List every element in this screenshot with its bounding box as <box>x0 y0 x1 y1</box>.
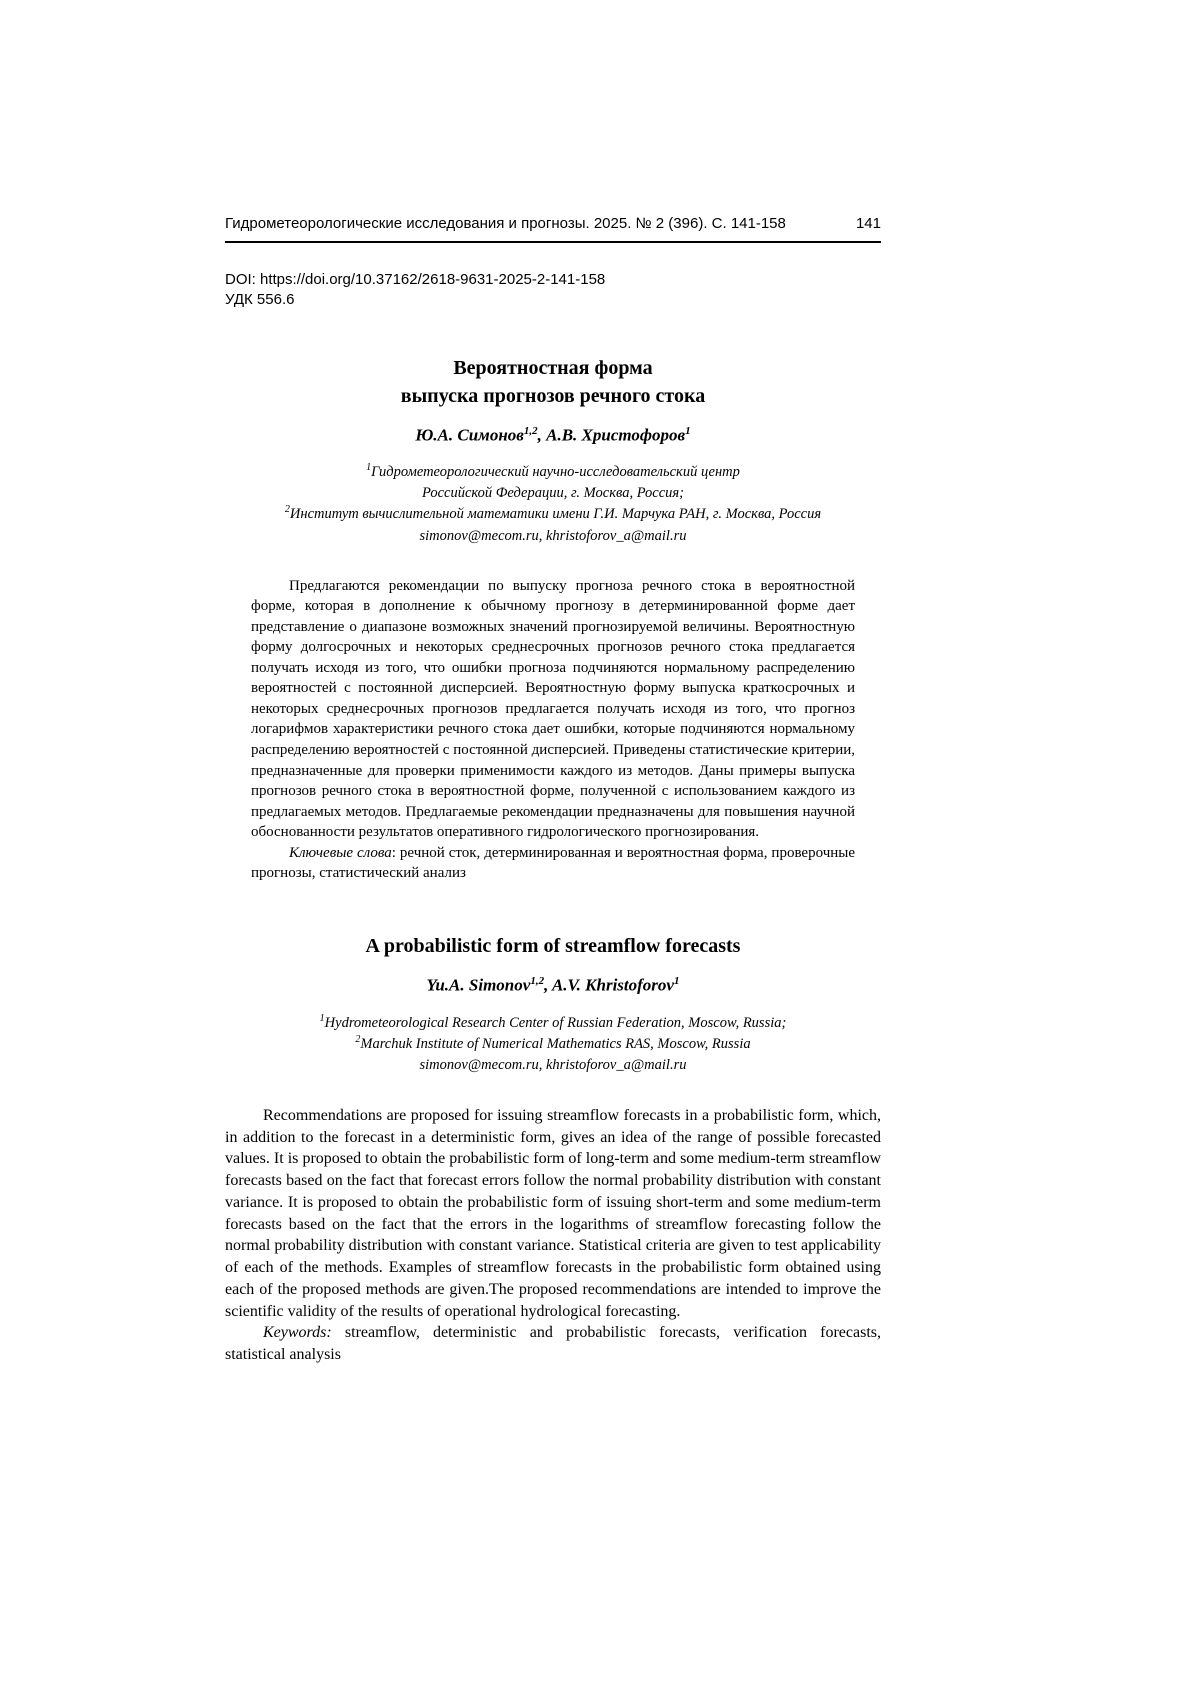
author-separator: , <box>537 425 547 445</box>
author-affil-marker: 1,2 <box>523 424 538 437</box>
author-name: Ю.А. Симонов <box>415 425 524 445</box>
keywords-text-en: streamflow, deterministic and probabilistic forecasts, verification forecasts, statistical analysis <box>225 1324 881 1364</box>
affil-marker: 2 <box>355 1033 361 1045</box>
affiliation-line <box>225 503 881 524</box>
affiliation-text: Marchuk Institute of Numerical Mathematics RAS, Moscow, Russia <box>360 1035 751 1052</box>
affiliation-line <box>225 461 881 482</box>
authors-email-line <box>225 525 881 546</box>
affiliation-text: Гидрометеорологический научно-исследовательский центр <box>371 463 740 480</box>
abstract-paragraph-en: Recommendations are proposed for issuing streamflow forecasts in a probabilistic form, which, in addition to the forecast in a deterministic form, gives an idea of the range of possible forecasted values. It is proposed to obtain the probabilistic form of long-term and some medium-term streamflow forecasts based on the fact that forecast errors follow the normal probability distribution with constant variance. It is proposed to obtain the probabilistic form of issuing short-term and some medium-term forecasts based on the fact that the errors in the logarithms of streamflow forecasting follow the normal probability distribution with constant variance. Statistical criteria are given to test applicability of each of the methods. Examples of streamflow forecasts in the probabilistic form obtained using each of the proposed methods are given.The proposed recommendations are intended to improve the scientific validity of the results of operational hydrological forecasting. <box>225 1106 881 1320</box>
author-affil-marker: 1 <box>685 424 691 437</box>
email-text: simonov@mecom.ru, khristoforov_a@mail.ru <box>419 527 687 544</box>
title-line-1: Вероятностная форма <box>453 356 653 379</box>
udk-line: УДК 556.6 <box>225 291 295 309</box>
author-name: Yu.A. Simonov <box>426 975 531 995</box>
author-name: А.В. Христофоров <box>546 425 686 445</box>
affiliation-text: Hydrometeorological Research Center of Russian Federation, Moscow, Russia; <box>324 1014 787 1031</box>
authors-email-line <box>225 1054 881 1075</box>
author-name: A.V. Khristoforov <box>551 975 674 995</box>
author-separator: , <box>544 975 552 995</box>
affiliation-line <box>225 1012 881 1033</box>
author-affil-marker: 1,2 <box>530 974 545 987</box>
affiliations-ru <box>225 461 881 546</box>
journal-citation: Гидрометеорологические исследования и прогнозы. 2025. № 2 (396). С. 141-158 <box>225 215 786 232</box>
affil-marker: 1 <box>366 462 372 474</box>
affil-marker: 1 <box>319 1012 325 1024</box>
article-meta <box>225 270 881 311</box>
header-rule <box>225 241 881 243</box>
keywords-label-ru: Ключевые слова <box>289 844 392 861</box>
article-title-ru <box>225 354 881 410</box>
page-content <box>225 215 881 1366</box>
keywords-label-en: Keywords: <box>263 1324 332 1342</box>
affiliation-text: Российской Федерации, г. Москва, Россия; <box>422 485 684 502</box>
email-text: simonov@mecom.ru, khristoforov_a@mail.ru <box>419 1056 687 1073</box>
affiliation-line <box>225 1033 881 1054</box>
running-head <box>225 215 881 232</box>
article-title-en: A probabilistic form of streamflow forecasts <box>365 934 741 957</box>
affiliation-line <box>225 482 881 503</box>
author-affil-marker: 1 <box>673 974 680 987</box>
abstract-en <box>225 1105 881 1366</box>
keywords-text-ru: : речной сток, детерминированная и вероятностная форма, проверочные прогнозы, статистический анализ <box>251 844 856 882</box>
keywords-en <box>225 1322 881 1366</box>
abstract-ru <box>225 576 881 884</box>
affiliations-en <box>225 1012 881 1075</box>
page-number: 141 <box>855 215 881 232</box>
keywords-ru <box>251 843 855 884</box>
affil-marker: 2 <box>284 504 290 516</box>
affiliation-text: Институт вычислительной математики имени Г.И. Марчука РАН, г. Москва, Россия <box>289 506 822 523</box>
authors-en <box>225 975 881 996</box>
title-line-2: выпуска прогнозов речного стока <box>400 384 706 407</box>
doi-line: DOI: https://doi.org/10.37162/2618-9631-2025-2-141-158 <box>225 271 606 288</box>
authors-ru <box>225 425 881 446</box>
abstract-paragraph-ru: Предлагаются рекомендации по выпуску прогноза речного стока в вероятностной форме, которая в дополнение к обычному прогнозу в детерминированной форме дает представление о диапазоне возможных значений прогнозируемой величины. Вероятностную форму долгосрочных и некоторых среднесрочных прогнозов речного стока предлагается получать исходя из того, что ошибки прогноза подчиняются нормальному распределению вероятностей с постоянной дисперсией. Вероятностную форму выпуска краткосрочных и некоторых среднесрочных прогнозов предлагается получать исходя из того, что прогноз логарифмов характеристики речного стока дает ошибки, которые подчиняются нормальному распределению вероятностей с постоянной дисперсией. Приведены статистические критерии, предназначенные для проверки применимости каждого из методов. Даны примеры выпуска прогнозов речного стока в вероятностной форме, полученной с использованием каждого из предлагаемых методов. Предлагаемые рекомендации предназначены для повышения научной обоснованности результатов оперативного гидрологического прогнозирования. <box>251 577 855 841</box>
